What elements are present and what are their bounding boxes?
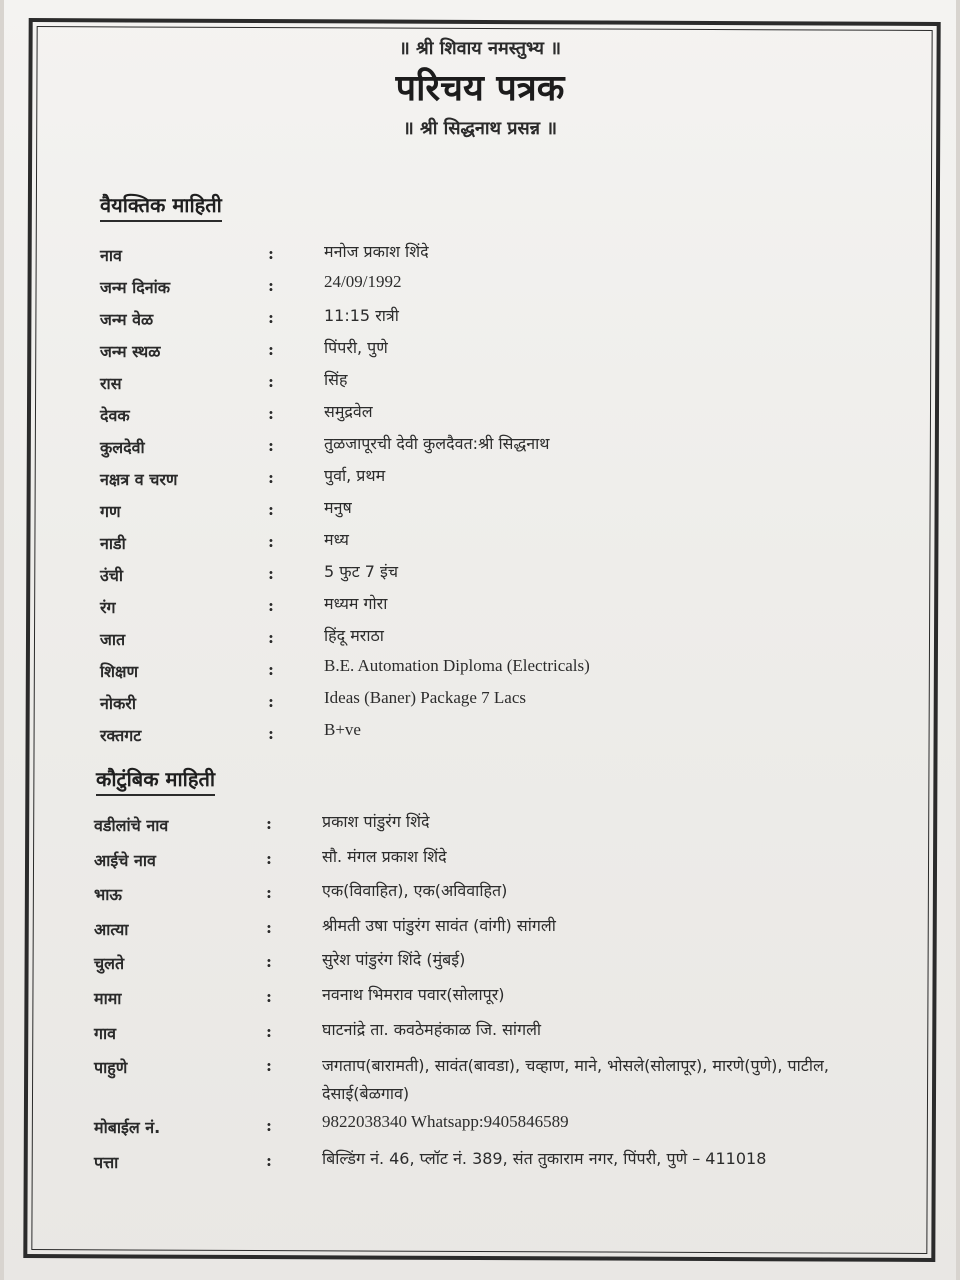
field-separator: : [268,244,274,263]
field-label: रास [100,374,122,393]
field-label: नाव [100,246,122,265]
field-value: जगताप(बारामती), सावंत(बावडा), चव्हाण, माने, भोसले(सोलापूर), मारणे(पुणे), पाटील, देसाई(बेळगाव) [322,1056,829,1104]
personal-row-birth-time [4,304,956,336]
field-separator: : [266,986,272,1006]
personal-row-caste [4,624,956,656]
field-value: नवनाथ भिमराव पवार(सोलापूर) [322,984,505,1004]
field-label: आईचे नाव [94,850,156,870]
field-separator: : [268,724,274,743]
family-row-address [4,1147,956,1182]
field-label: जन्म स्थळ [100,342,161,361]
document-page [4,0,956,1280]
personal-row-kuldevi [4,432,956,464]
field-label: आत्या [94,919,129,939]
personal-row-rashi [4,368,956,400]
personal-row-birth-place [4,336,956,368]
field-label: उंची [100,566,124,585]
family-row-aunt [4,914,956,949]
field-separator: : [268,628,274,647]
field-label: जात [100,630,126,649]
field-value: Ideas (Baner) Package 7 Lacs [324,688,527,707]
field-separator: : [266,883,272,903]
document-title: परिचय पत्रक [395,68,565,109]
field-value: 5 फुट 7 इंच [324,562,399,581]
field-separator: : [268,404,274,423]
family-info-list [4,810,956,1181]
field-label: गण [100,502,121,521]
field-separator: : [268,500,274,519]
field-value: सिंह [324,370,348,389]
family-row-uncle [4,948,956,983]
field-label: नोकरी [100,694,137,713]
personal-row-nakshatra [4,464,956,496]
field-separator: : [266,1116,272,1136]
family-row-mother [4,845,956,880]
field-separator: : [268,372,274,391]
field-label: मोबाईल नं. [94,1118,161,1138]
personal-row-birth-date [4,272,956,304]
family-row-maternal-uncle [4,983,956,1018]
field-value: 9822038340 Whatsapp:9405846589 [322,1112,569,1132]
family-info-heading: कौटुंबिक माहिती [96,766,215,796]
field-value: एक(विवाहित), एक(अविवाहित) [322,881,508,901]
field-value: मध्य [324,530,349,549]
field-value: 24/09/1992 [324,272,402,291]
field-label: गाव [94,1023,117,1043]
field-value: तुळजापूरची देवी कुलदैवत:श्री सिद्धनाथ [324,434,550,453]
field-label: जन्म दिनांक [100,278,171,297]
family-row-brother [4,879,956,914]
field-label: भाऊ [94,885,122,905]
personal-info-list [4,240,956,752]
field-label: चुलते [94,954,125,974]
invocation-top: ॥ श्री शिवाय नमस्तुभ्य ॥ [399,38,561,59]
field-value: पुर्वा, प्रथम [324,466,386,485]
field-separator: : [268,692,274,711]
personal-row-devak [4,400,956,432]
personal-row-height [4,560,956,592]
personal-row-nadi [4,528,956,560]
field-value: B.E. Automation Diploma (Electricals) [324,656,590,675]
field-value: 11:15 रात्री [324,306,399,325]
field-value: समुद्रवेल [324,402,373,421]
personal-row-education [4,656,956,688]
field-label: कुलदेवी [100,438,145,457]
family-row-village [4,1018,956,1053]
field-value: घाटनांद्रे ता. कवठेमहंकाळ जि. सांगली [322,1019,542,1039]
invocation-bottom: ॥ श्री सिद्धनाथ प्रसन्न ॥ [402,118,558,139]
field-value: प्रकाश पांडुरंग शिंदे [322,812,430,831]
field-label: देवक [100,406,130,425]
field-separator: : [268,436,274,455]
field-separator: : [266,814,272,833]
field-value: मनुष [324,498,352,517]
field-separator: : [266,1056,272,1076]
field-label: रंग [100,598,116,617]
family-row-relatives [4,1052,956,1112]
field-label: वडीलांचे नाव [94,816,169,835]
field-separator: : [268,660,274,679]
personal-info-heading: वैयक्तिक माहिती [100,192,222,222]
field-separator: : [268,340,274,359]
field-separator: : [268,468,274,487]
field-separator: : [268,596,274,615]
personal-row-job [4,688,956,720]
field-value: पिंपरी, पुणे [324,338,388,357]
family-row-mobile [4,1112,956,1147]
personal-row-complexion [4,592,956,624]
field-value: मनोज प्रकाश शिंदे [324,242,429,261]
field-value: हिंदू मराठा [324,626,384,645]
field-label: पत्ता [94,1152,119,1172]
field-separator: : [268,532,274,551]
field-label: नाडी [100,534,126,553]
field-value: B+ve [324,720,361,739]
field-separator: : [268,564,274,583]
document-header [4,36,956,142]
field-label: मामा [94,988,122,1008]
field-separator: : [268,276,274,295]
field-separator: : [266,848,272,868]
field-label: पाहुणे [94,1058,128,1078]
field-separator: : [266,917,272,937]
personal-row-name [4,240,956,272]
field-separator: : [266,1021,272,1041]
field-value: सुरेश पांडुरंग शिंदे (मुंबई) [322,950,466,970]
personal-row-blood-group [4,720,956,752]
field-label: रक्तगट [100,726,142,745]
field-separator: : [266,1150,272,1170]
personal-row-gan [4,496,956,528]
field-separator: : [266,952,272,972]
field-label: शिक्षण [100,662,139,681]
field-value: श्रीमती उषा पांडुरंग सावंत (वांगी) सांगली [322,915,556,935]
field-value: बिल्डिंग नं. 46, प्लॉट नं. 389, संत तुकाराम नगर, पिंपरी, पुणे – 411018 [322,1148,767,1168]
field-separator: : [268,308,274,327]
field-label: नक्षत्र व चरण [100,470,178,489]
field-value: मध्यम गोरा [324,594,388,613]
family-row-father [4,810,956,845]
field-value: सौ. मंगल प्रकाश शिंदे [322,846,447,866]
field-label: जन्म वेळ [100,310,154,329]
